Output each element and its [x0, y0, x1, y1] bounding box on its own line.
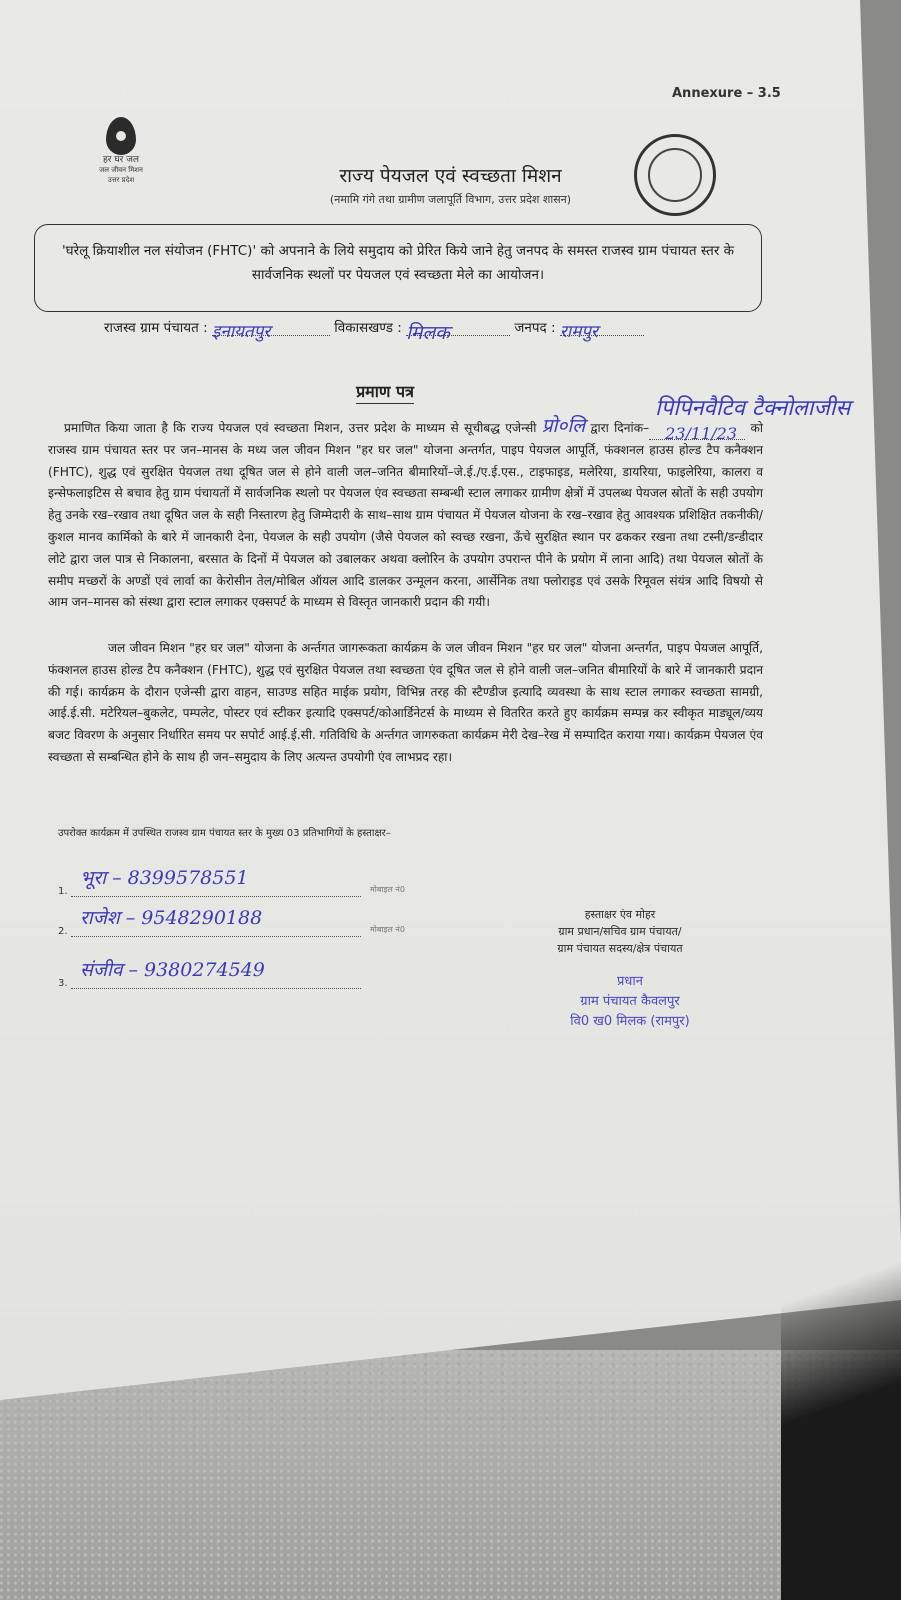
district-label: जनपद : — [514, 320, 556, 336]
block-field — [406, 319, 510, 344]
participant-signature: राजेश – 9548290188 — [80, 907, 263, 929]
para1-date-label: द्वारा दिनांक– — [590, 421, 650, 435]
para1-start: प्रमाणित किया जाता है कि राज्य पेयजल एवं स्वच्छता मिशन, उत्तर प्रदेश के माध्यम से सूचीबद्ध एजेन्सी — [64, 421, 537, 435]
mobile-label: मोबाइल नं0 — [370, 925, 405, 934]
participant-row-3 — [58, 959, 361, 989]
participant-row-2 — [58, 907, 405, 937]
sign-title: हस्ताक्षर एंव मोहर — [584, 908, 656, 921]
date-handwritten: 23/11/23 — [665, 423, 738, 443]
sign-line-2: ग्राम प्रधान/सचिव ग्राम पंचायत/ — [558, 925, 682, 938]
district-value: रामपुर — [559, 322, 598, 342]
sign-line-3: ग्राम पंचायत सदस्य/क्षेत्र पंचायत — [557, 942, 683, 955]
stamp-line-1: प्रधान — [617, 974, 643, 989]
event-title-box: 'घरेलू क्रियाशील नल संयोजन (FHTC)' को अपनाने के लिये समुदाय को प्रेरित किये जाने हेतु जनपद के समस्त राजस्व ग्राम पंचायत स्तर के सार्वजनिक स्थलों पर पेयजल एवं स्वच्छता मेले का आयोजन। — [34, 224, 762, 312]
signatures-intro: उपरोक्त कार्यक्रम में उपस्थित राजस्व ग्राम पंचायत स्तर के मुख्य 03 प्रतिभागियों के हस्ताक्षर– — [58, 828, 391, 839]
row-number: 2. — [58, 926, 68, 937]
district-field — [559, 319, 644, 342]
logo-line1: हर घर जल — [103, 155, 139, 165]
document-title: राज्य पेयजल एवं स्वच्छता मिशन — [339, 165, 562, 187]
logo-line3: उत्तर प्रदेश — [107, 176, 135, 184]
date-field — [649, 423, 745, 443]
participant-signature: भूरा – 8399578551 — [80, 867, 249, 889]
participant-row-1 — [58, 867, 405, 897]
annexure-label: Annexure – 3.5 — [672, 86, 781, 101]
block-value: मिलक — [406, 322, 450, 344]
certificate-paragraph-1 — [48, 416, 763, 614]
logo-line2: जल जीवन मिशन — [99, 166, 143, 174]
para1-rest: को राजस्व ग्राम पंचायत स्तर पर जन–मानस के मध्य जल जीवन मिशन "हर घर जल" योजना अन्तर्गत, पाइप पेयजल आपूर्ति, फंक्शनल हाउस होल्ड टैप कनैक्शन (FHTC), शुद्ध एवं सुरक्षित पेयजल तथा दूषित जल से होने वाली जल–जनित बीमारियों–जे.ई./ए.ई.एस., टाइफाइड, मलेरिया, डायरिया, फाइलेरिया, कालरा व इन्सेफलाइटिस से बचाव हेतु ग्राम पंचायतों में सार्वजनिक स्थलो पर पेयजल एंव स्वच्छता सम्बन्धी स्टाल लगाकर ग्रामीण क्षेत्रों में उपलब्ध पेयजल स्रोतों के सही उपयोग हेतु उनके रख–रखाव तथा दूषित जल के सही निस्तारण हेतु जिम्मेदारी के साथ–साथ ग्राम पंचायत में पेयजल योजना के रख–रखाव हेतु आवश्यक प्रशिक्षित तकनीकी/कुशल मानव कार्मिको के बारे में जानकारी देना, पेयजल के सही उपयोग (जैसे पेयजल को स्वच्छ रखना, ऊँचे सुरक्षित स्थान पर ढककर रखना तथा टस्नी/डन्डीदार लोटे द्वारा जल पात्र से निकालना, बरसात के दिनों में पेयजल को उबालकर अथवा क्लोरिन के उपयोग उपरान्त पीने के प्रयोग में लाना आदि) तथा पेयजल स्रोतों के समीप मच्छरों के अण्डों एवं लार्वा का केरोसीन तेल/मोबिल ऑयल आदि डालकर उन्मूलन करना, आर्सेनिक तथा फ्लोराइड एवं उसके रिमूवल संयंत्र आदि विषयो से आम जन–मानस को संस्था द्वारा स्टाल लगाकर एक्सपर्ट के माध्यम से विस्तृत जानकारी प्रदान की गयी। — [48, 421, 764, 610]
mobile-label: मोबाइल नं0 — [370, 885, 405, 894]
location-fields — [104, 318, 644, 344]
gp-field — [211, 319, 330, 342]
agency-suffix-handwritten: प्रो०लि — [541, 415, 586, 437]
gp-value: इनायतपुर — [211, 322, 271, 342]
row-number: 1. — [58, 886, 68, 897]
carpet-background — [0, 1350, 901, 1600]
block-label: विकासखण्ड : — [334, 320, 402, 336]
pradhan-stamp — [540, 972, 720, 1032]
emblem-inner-ring — [648, 148, 702, 202]
document-subtitle: (नमामि गंगे तथा ग्रामीण जलापूर्ति विभाग, उत्तर प्रदेश शासन) — [329, 193, 572, 206]
row-number: 3. — [58, 978, 68, 989]
stamp-line-2: ग्राम पंचायत कैवलपुर — [580, 994, 680, 1009]
certificate-paragraph-2: जल जीवन मिशन "हर घर जल" योजना के अर्न्तगत जागरूकता कार्यक्रम के जल जीवन मिशन "हर घर जल" योजना अन्तर्गत, पाइप पेयजल आपूर्ति, फंक्शनल हाउस होल्ड टैप कनैक्शन (FHTC), शुद्ध एवं सुरक्षित पेयजल तथा स्वच्छता एंव दूषित जल से होने वाली जल–जनित बीमारियों के बारे में जानकारी प्रदान की गई। कार्यक्रम के दौरान एजेन्सी द्वारा वाहन, साउण्ड सहित माईक प्रयोग, विभिन्न तरह की स्टैण्डीज इत्यादि व्यवस्था के साथ स्टाल लगाकर स्वच्छता सामग्री, आई.ई.सी. मटेरियल–बुकलेट, पम्पलेट, पोस्टर एवं स्टीकर इत्यादि एक्सपर्ट/कोआर्डिनेटर्स के माध्यम से वितरित करते हुए कार्यक्रम सम्पन्न कर स्वीकृत माड्यूल/व्यय बजट विवरण के अनुसार निर्धारित समय पर सपोर्ट आई.ई.सी. गतिविधि के अर्न्तगत जागरुकता कार्यक्रम मेरी देख–रेख में सम्पादित कराया गया। कार्यक्रम पेयजल एंव स्वच्छता से सम्बन्धित होने के साथ ही जन–समुदाय के लिए अत्यन्त उपयोगी एंव लाभप्रद रहा। — [48, 641, 763, 764]
gp-label: राजस्व ग्राम पंचायत : — [104, 320, 208, 336]
up-government-emblem-icon — [634, 134, 716, 216]
water-drop-icon — [106, 117, 136, 155]
shadow-corner — [781, 1160, 901, 1600]
signature-block — [520, 906, 720, 957]
agency-name-handwritten: पिपिनवैटिव टैक्नोलाजीस — [655, 396, 851, 421]
participant-signature: संजीव – 9380274549 — [80, 959, 265, 981]
certificate-heading-text: प्रमाण पत्र — [356, 382, 414, 404]
stamp-line-3: वि0 ख0 मिलक (रामपुर) — [570, 1014, 690, 1029]
